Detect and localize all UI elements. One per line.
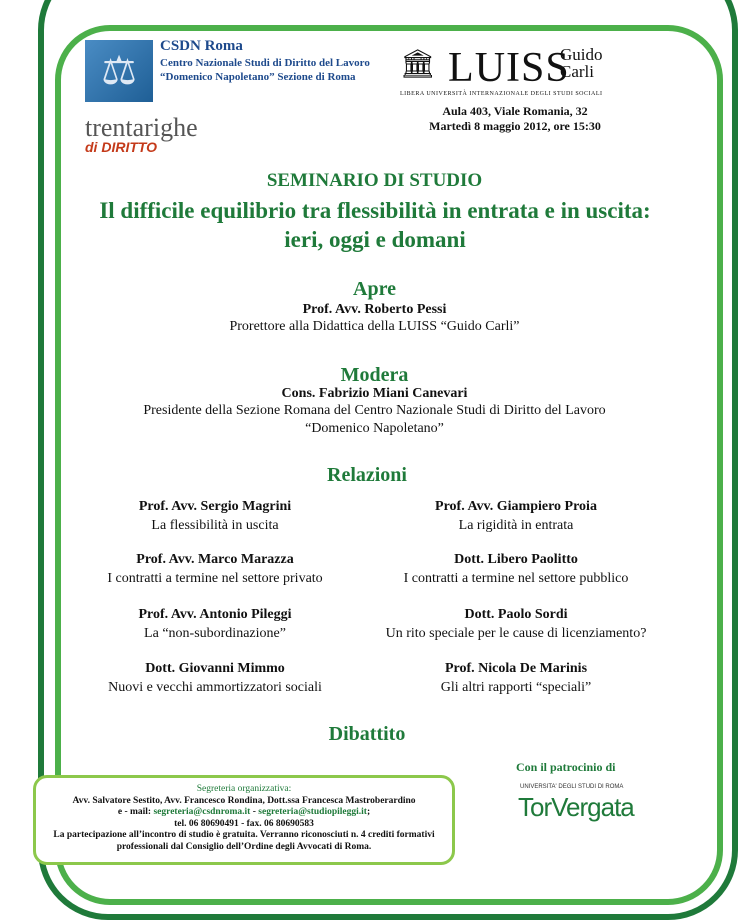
speaker-name: Prof. Avv. Marco Marazza	[136, 552, 294, 567]
torvergata-sub: UNIVERSITA' DEGLI STUDI DI ROMA	[520, 784, 624, 790]
venue: Aula 403, Viale Romania, 32	[442, 104, 588, 118]
speaker	[65, 605, 365, 643]
luiss-guido-carli	[560, 46, 603, 80]
speaker-topic: La rigidità in entrata	[458, 518, 574, 533]
email-sep: -	[250, 807, 259, 817]
speaker	[366, 659, 666, 697]
speaker-name: Prof. Avv. Antonio Pileggi	[138, 607, 292, 622]
luiss-logo	[400, 44, 570, 92]
scales-logo-icon: ⚖	[85, 40, 153, 102]
csdn-title: CSDN Roma	[160, 38, 243, 54]
luiss-text: LUISS	[448, 45, 570, 91]
speaker-topic: I contratti a termine nel settore privato	[107, 571, 323, 586]
luiss-subtitle: LIBERA UNIVERSITÀ INTERNAZIONALE DEGLI STUDI SOCIALI	[400, 91, 603, 97]
speaker-topic: Gli altri rapporti “speciali”	[440, 680, 592, 695]
speaker-topic: La flessibilità in uscita	[151, 518, 279, 533]
apre-role: Prorettore alla Didattica della LUISS “Guido Carli”	[229, 319, 520, 334]
trentarighe-sub: di DIRITTO	[85, 139, 158, 155]
modera-role2: “Domenico Napoletano”	[305, 421, 444, 436]
note-line1: La partecipazione all’incontro di studio è gratuita. Verranno riconosciuti n. 4 crediti formativi	[53, 830, 435, 840]
trentarighe-logo: trentarighe	[85, 113, 198, 142]
speaker-topic: Nuovi e vecchi ammortizzatori sociali	[108, 680, 322, 695]
speaker-name: Prof. Avv. Sergio Magrini	[138, 499, 292, 514]
carli: Carli	[560, 62, 594, 81]
date: Martedì 8 maggio 2012, ore 15:30	[429, 119, 601, 133]
speaker-name: Dott. Libero Paolitto	[454, 552, 578, 567]
speaker	[65, 497, 365, 535]
speaker-topic: I contratti a termine nel settore pubblico	[403, 571, 629, 586]
secretariat-box	[33, 775, 455, 865]
column-icon: 🏛	[400, 49, 437, 80]
modera-role1: Presidente della Sezione Romana del Centro Nazionale Studi di Diritto del Lavoro	[143, 403, 606, 418]
email-line	[36, 807, 452, 819]
speaker-topic: Un rito speciale per le cause di licenziamento?	[385, 626, 647, 641]
email-link-pileggi[interactable]: segreteria@studiopileggi.it	[258, 807, 367, 817]
relazioni-heading: Relazioni	[327, 464, 407, 486]
speaker	[65, 659, 365, 697]
apre-name: Prof. Avv. Roberto Pessi	[302, 302, 447, 317]
csdn-subtitle	[160, 56, 370, 84]
csdn-line1: Centro Nazionale Studi di Diritto del Lavoro	[160, 57, 370, 69]
speaker-name: Dott. Giovanni Mimmo	[145, 661, 285, 676]
speaker	[65, 550, 365, 588]
speaker	[366, 497, 666, 535]
speaker	[366, 605, 666, 643]
speaker-name: Dott. Paolo Sordi	[464, 607, 568, 622]
apre-heading: Apre	[353, 278, 396, 300]
venue-info	[400, 104, 630, 134]
modera-name: Cons. Fabrizio Miani Canevari	[281, 386, 468, 401]
email-link-csdn[interactable]: segreteria@csdnroma.it	[153, 807, 251, 817]
csdn-line2: “Domenico Napoletano” Sezione di Roma	[160, 71, 356, 83]
secretariat-heading: Segreteria organizzativa:	[196, 784, 292, 794]
guido: Guido	[560, 45, 603, 64]
seminar-title: Il difficile equilibrio tra flessibilità in entrata e in uscita: ieri, oggi e domani	[99, 198, 651, 252]
speaker-name: Prof. Avv. Giampiero Proia	[435, 499, 597, 514]
torvergata-logo: TorVergata	[518, 792, 634, 822]
speaker-name: Prof. Nicola De Marinis	[444, 661, 588, 676]
patrocinio-label: Con il patrocinio di	[516, 760, 616, 774]
speaker-topic: La “non-subordinazione”	[144, 626, 286, 641]
kicker: SEMINARIO DI STUDIO	[266, 170, 483, 191]
phone: tel. 06 80690491 - fax. 06 80690583	[174, 818, 314, 829]
email-label: e - mail:	[117, 807, 152, 817]
email-end: ;	[366, 807, 371, 817]
modera-heading: Modera	[340, 364, 409, 386]
dibattito-heading: Dibattito	[328, 723, 406, 745]
note-line2: professionali dal Consiglio dell’Ordine degli Avvocati di Roma.	[116, 841, 372, 852]
secretariat-names: Avv. Salvatore Sestito, Avv. Francesco Rondina, Dott.ssa Francesca Mastroberardino	[72, 795, 416, 806]
speaker	[366, 550, 666, 588]
